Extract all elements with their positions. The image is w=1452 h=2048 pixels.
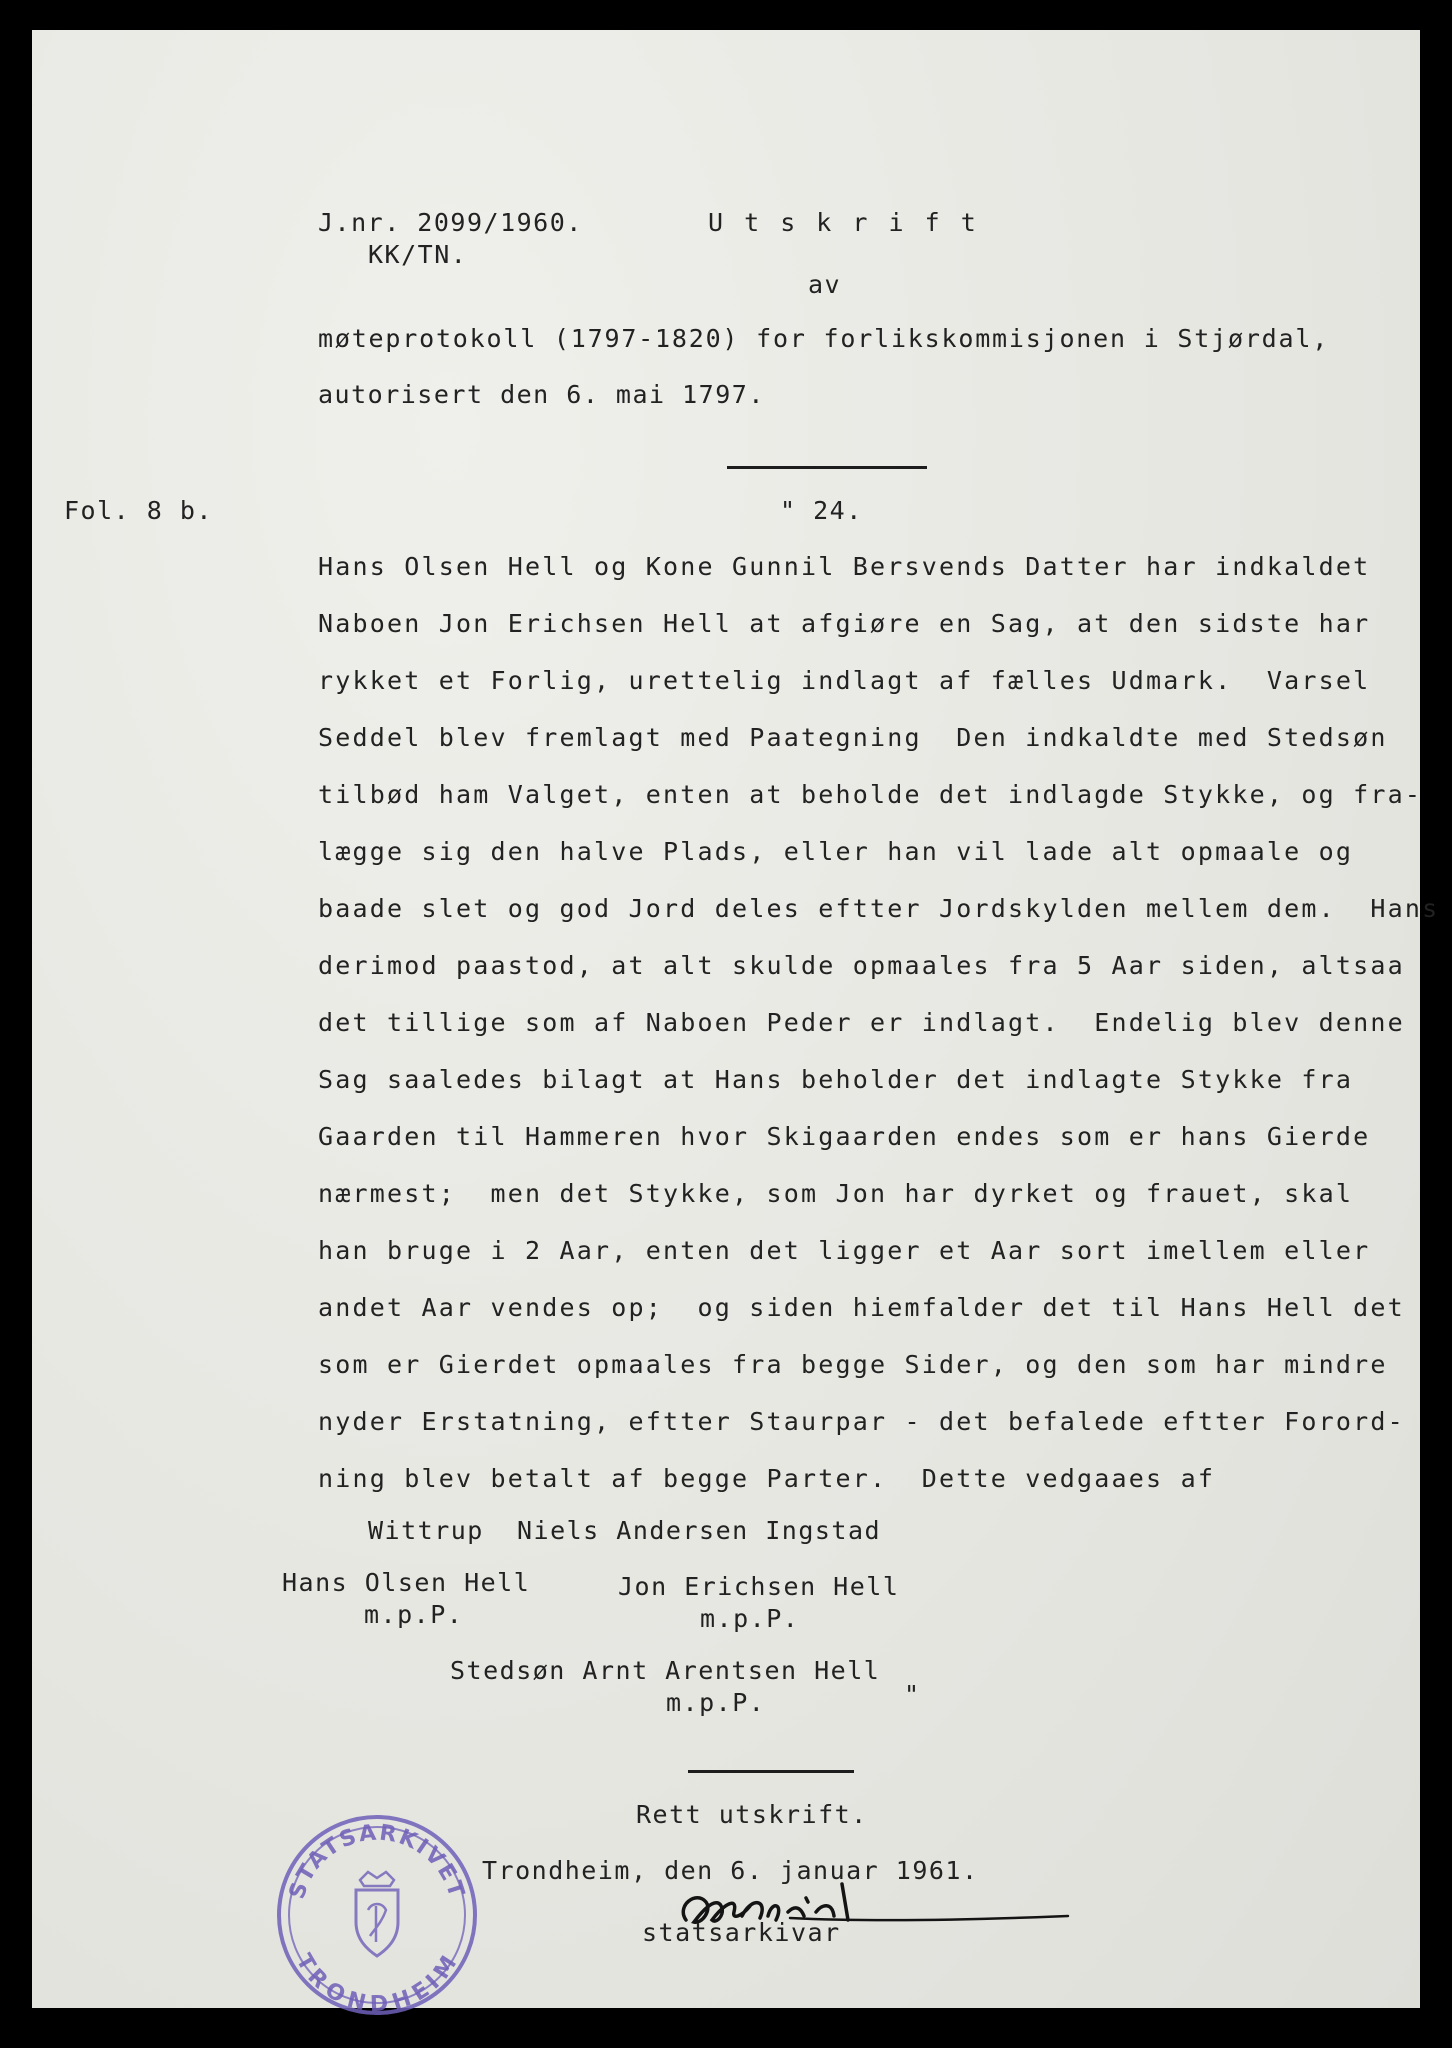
subtitle-line-1: møteprotokoll (1797-1820) for forlikskommisjonen i Stjørdal, xyxy=(318,324,1330,353)
text-line: nyder Erstatning, eftter Staurpar - det befalede eftter Forord- xyxy=(318,1407,1405,1436)
text-line: det tillige som af Naboen Peder er indlagt. Endelig blev denne xyxy=(318,1008,1405,1037)
party-right-mpp: m.p.P. xyxy=(700,1604,800,1633)
stamp-bottom-text: TRONDHEIM xyxy=(290,1949,464,2018)
title-av: av xyxy=(808,270,842,299)
certification-text: Rett utskrift. xyxy=(636,1800,868,1829)
entry-number: " 24. xyxy=(780,496,863,525)
party-left-name: Hans Olsen Hell xyxy=(282,1568,531,1597)
folio-reference: Fol. 8 b. xyxy=(64,496,213,525)
text-line: andet Aar vendes op; og siden hiemfalder det til Hans Hell det xyxy=(318,1293,1405,1322)
text-line: rykket et Forlig, urettelig indlagt af fælles Udmark. Varsel xyxy=(318,666,1371,695)
text-line: lægge sig den halve Plads, eller han vil lade alt opmaale og xyxy=(318,837,1354,866)
text-line: Naboen Jon Erichsen Hell at afgiøre en Sag, at den sidste har xyxy=(318,609,1371,638)
archive-stamp xyxy=(272,1810,482,2020)
journal-number: J.nr. 2099/1960. xyxy=(318,208,583,237)
subtitle-line-2: autorisert den 6. mai 1797. xyxy=(318,380,765,409)
party-right-name: Jon Erichsen Hell xyxy=(618,1572,900,1601)
initials: KK/TN. xyxy=(368,240,468,269)
text-line: Sag saaledes bilagt at Hans beholder det indlagte Stykke fra xyxy=(318,1065,1354,1094)
witness-line: Wittrup Niels Andersen Ingstad xyxy=(368,1516,882,1545)
closing-quote: " xyxy=(904,1680,921,1709)
text-line: Gaarden til Hammeren hvor Skigaarden endes som er hans Gierde xyxy=(318,1122,1371,1151)
text-line: som er Gierdet opmaales fra begge Sider, og den som har mindre xyxy=(318,1350,1388,1379)
text-line: han bruge i 2 Aar, enten det ligger et Aar sort imellem eller xyxy=(318,1236,1371,1265)
stamp-top-text: STATSARKIVET xyxy=(284,1820,470,1903)
signatory-title: statsarkivar xyxy=(642,1918,841,1947)
text-line: nærmest; men det Stykke, som Jon har dyrket og frauet, skal xyxy=(318,1179,1354,1208)
document-page xyxy=(32,30,1440,2018)
text-line: baade slet og god Jord deles eftter Jordskylden mellem dem. Hans xyxy=(318,894,1440,923)
stepson-name: Stedsøn Arnt Arentsen Hell xyxy=(450,1656,881,1685)
text-line: tilbød ham Valget, enten at beholde det indlagde Stykke, og fra- xyxy=(318,780,1423,809)
header-divider xyxy=(727,466,927,469)
document-title: U t s k r i f t xyxy=(708,208,979,237)
text-line: derimod paastod, at alt skulde opmaales fra 5 Aar siden, altsaa xyxy=(318,951,1405,980)
text-line: Hans Olsen Hell og Kone Gunnil Bersvends Datter har indkaldet xyxy=(318,552,1371,581)
stepson-mpp: m.p.P. xyxy=(666,1688,766,1717)
party-left-mpp: m.p.P. xyxy=(364,1600,464,1629)
text-line: ning blev betalt af begge Parter. Dette vedgaaes af xyxy=(318,1464,1216,1493)
place-and-date: Trondheim, den 6. januar 1961. xyxy=(482,1856,979,1885)
text-line: Seddel blev fremlagt med Paategning Den indkaldte med Stedsøn xyxy=(318,723,1388,752)
svg-text:TRONDHEIM xyxy=(291,1950,464,2017)
coat-of-arms-icon xyxy=(356,1872,398,1956)
signature-divider xyxy=(688,1770,854,1773)
